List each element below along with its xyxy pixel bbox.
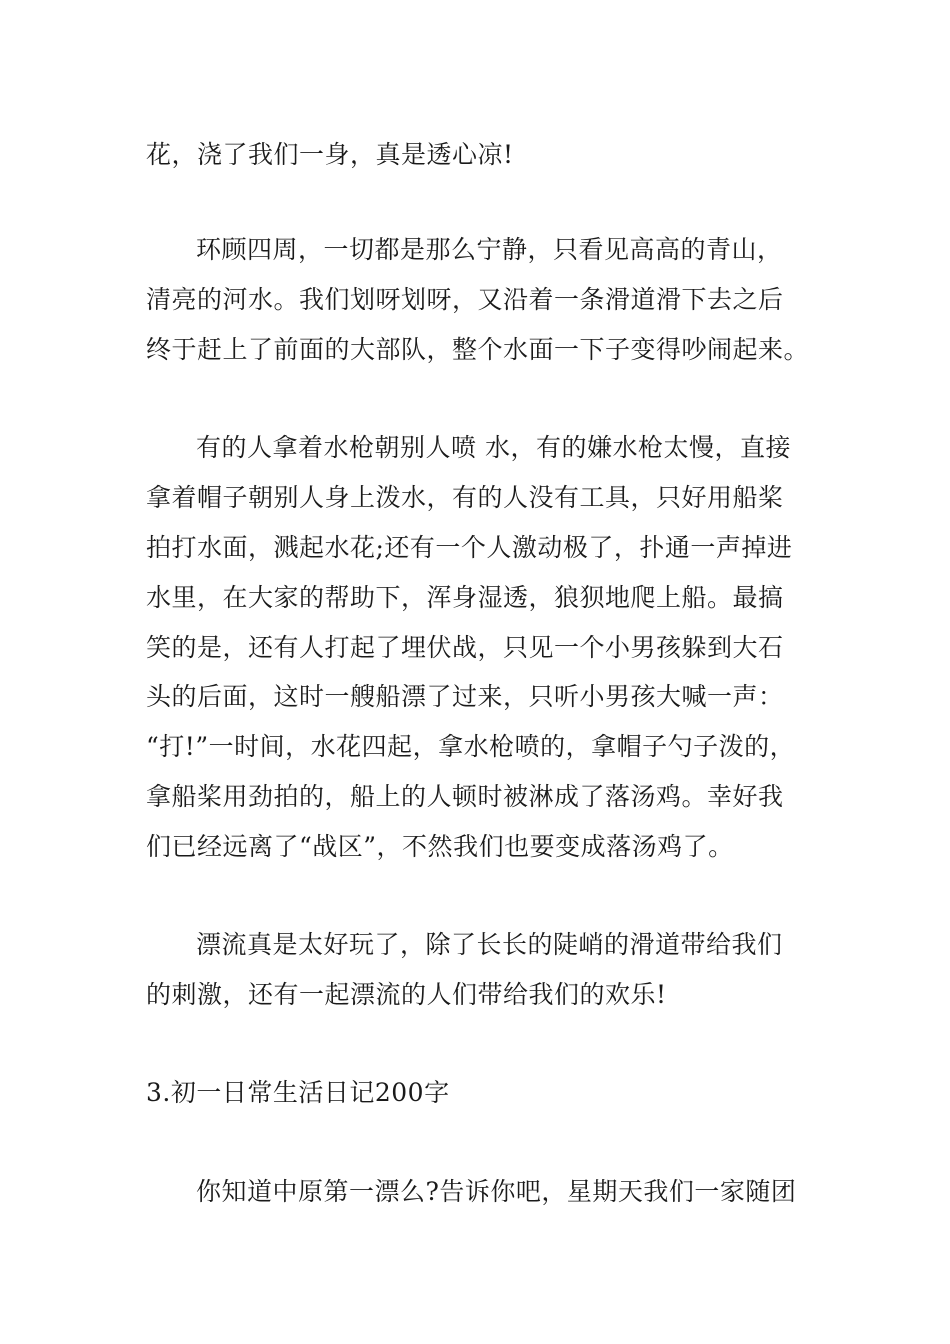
section-heading: 3.初一日常生活日记200字: [146, 1078, 450, 1107]
paragraph-line: “打!”一时间，水花四起，拿水枪喷的，拿帽子勺子泼的，: [146, 732, 796, 761]
paragraph-line: 笑的是，还有人打起了埋伏战，只见一个小男孩躲到大石: [146, 633, 784, 662]
paragraph-line: 有的人拿着水枪朝别人喷 水，有的嫌水枪太慢，直接: [196, 433, 791, 462]
paragraph-line: 们已经远离了“战区”，不然我们也要变成落汤鸡了。: [146, 832, 734, 861]
paragraph-line: 的刺激，还有一起漂流的人们带给我们的欢乐!: [146, 980, 667, 1009]
paragraph-line: 环顾四周，一切都是那么宁静，只看见高高的青山，: [196, 235, 783, 264]
paragraph-line: 你知道中原第一漂么?告诉你吧，星期天我们一家随团: [196, 1177, 797, 1206]
paragraph-line: 拍打水面，溅起水花;还有一个人激动极了，扑通一声掉进: [146, 533, 793, 562]
paragraph-line: 漂流真是太好玩了，除了长长的陡峭的滑道带给我们: [196, 930, 783, 959]
paragraph-line: 拿船桨用劲拍的，船上的人顿时被淋成了落汤鸡。幸好我: [146, 782, 784, 811]
paragraph-line: 拿着帽子朝别人身上泼水，有的人没有工具，只好用船桨: [146, 483, 784, 512]
paragraph-line: 终于赶上了前面的大部队，整个水面一下子变得吵闹起来。: [146, 335, 810, 364]
paragraph-line: 头的后面，这时一艘船漂了过来，只听小男孩大喊一声：: [146, 682, 784, 711]
paragraph-line: 清亮的河水。我们划呀划呀，又沿着一条滑道滑下去之后: [146, 285, 784, 314]
paragraph-line: 花，浇了我们一身，真是透心凉!: [146, 140, 514, 169]
paragraph-line: 水里，在大家的帮助下，浑身湿透，狼狈地爬上船。最搞: [146, 583, 784, 612]
